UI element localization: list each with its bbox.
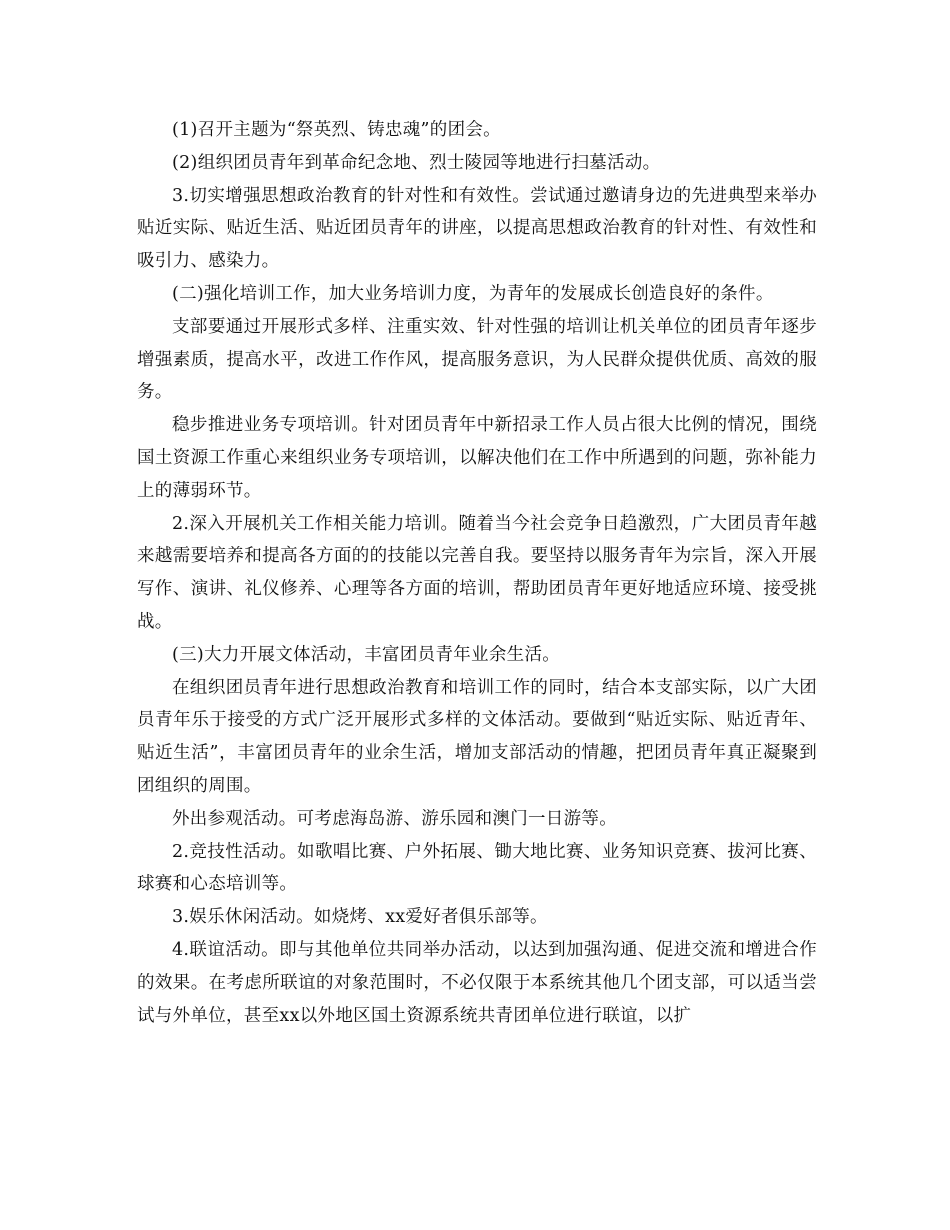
document-body bbox=[137, 114, 817, 1032]
paragraph-1: (1)召开主题为“祭英烈、铸忠魂”的团会。 bbox=[172, 120, 501, 140]
paragraph-8: (三)大力开展文体活动，丰富团员青年业余生活。 bbox=[172, 644, 561, 665]
paragraph-4: (二)强化培训工作，加大业务培训力度，为青年的发展成长创造良好的条件。 bbox=[172, 283, 774, 304]
paragraph-12: 3.娱乐休闲活动。如烧烤、xx爱好者俱乐部等。 bbox=[172, 907, 548, 928]
paragraph-3: 3.切实增强思想政治教育的针对性和有效性。尝试通过邀请身边的先进典型来举办贴近实际、贴近生活、贴近团员青年的讲座，以提高思想政治教育的针对性、有效性和吸引力、感染力。 bbox=[137, 185, 817, 272]
paragraph-5: 支部要通过开展形式多样、注重实效、针对性强的培训让机关单位的团员青年逐步增强素质，提高水平，改进工作作风，提高服务意识，为人民群众提供优质、高效的服务。 bbox=[137, 316, 817, 403]
paragraph-10: 外出参观活动。可考虑海岛游、游乐园和澳门一日游等。 bbox=[172, 808, 617, 829]
paragraph-11: 2.竞技性活动。如歌唱比赛、户外拓展、锄大地比赛、业务知识竞赛、拔河比赛、球赛和心态培训等。 bbox=[137, 841, 817, 895]
paragraph-13: 4.联谊活动。即与其他单位共同举办活动，以达到加强沟通、促进交流和增进合作的效果。在考虑所联谊的对象范围时，不必仅限于本系统其他几个团支部，可以适当尝试与外单位，甚至xx以外地区国土资源系统共青团单位进行联谊，以扩 bbox=[137, 939, 817, 1026]
paragraph-2: (2)组织团员青年到革命纪念地、烈士陵园等地进行扫墓活动。 bbox=[172, 152, 661, 173]
paragraph-7: 2.深入开展机关工作相关能力培训。随着当今社会竞争日趋激烈，广大团员青年越来越需要培养和提高各方面的的技能以完善自我。要坚持以服务青年为宗旨，深入开展写作、演讲、礼仪修养、心理等各方面的培训，帮助团员青年更好地适应环境、接受挑战。 bbox=[137, 513, 817, 632]
paragraph-6: 稳步推进业务专项培训。针对团员青年中新招录工作人员占很大比例的情况，围绕国土资源工作重心来组织业务专项培训，以解决他们在工作中所遇到的问题，弥补能力上的薄弱环节。 bbox=[137, 415, 817, 501]
paragraph-9: 在组织团员青年进行思想政治教育和培训工作的同时，结合本支部实际，以广大团员青年乐于接受的方式广泛开展形式多样的文体活动。要做到“贴近实际、贴近青年、贴近生活”，丰富团员青年的业余生活，增加支部活动的情趣，把团员青年真正凝聚到团组织的周围。 bbox=[137, 677, 817, 796]
